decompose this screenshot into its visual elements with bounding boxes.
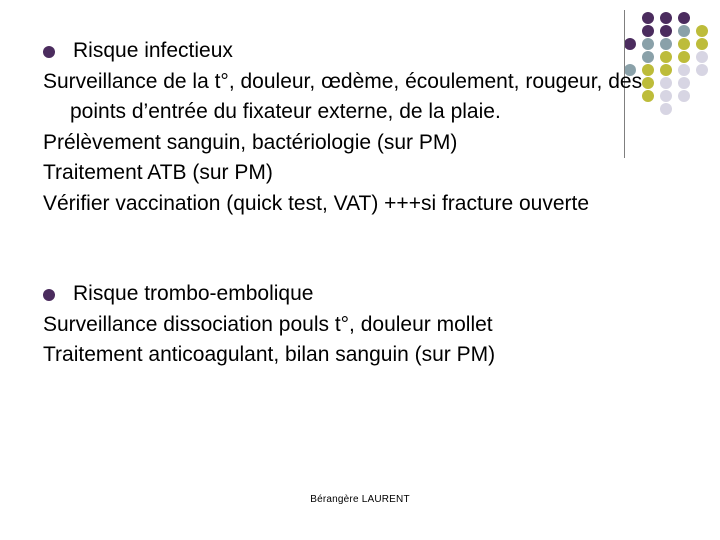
- heading-text: Risque infectieux: [73, 39, 233, 62]
- dot: [696, 51, 708, 63]
- dot: [678, 12, 690, 24]
- thrombo-line-treatment: Traitement anticoagulant, bilan sanguin (sur PM): [43, 343, 496, 366]
- section-heading-thrombo: [43, 279, 663, 310]
- heading-text: Risque trombo-embolique: [73, 282, 314, 305]
- thrombo-line-surveillance: Surveillance dissociation pouls t°, douleur mollet: [43, 312, 493, 336]
- dot: [696, 25, 708, 37]
- section-heading-infection: [43, 36, 663, 67]
- footer-author: Bérangère LAURENT: [310, 494, 410, 505]
- dot: [678, 64, 690, 76]
- dot: [678, 77, 690, 89]
- dot: [696, 64, 708, 76]
- dot: [678, 38, 690, 50]
- bullet-dot-icon: [43, 46, 55, 58]
- section-spacer: [43, 219, 663, 279]
- infection-line-atb: Traitement ATB (sur PM): [43, 161, 273, 184]
- dot: [678, 90, 690, 102]
- infection-line-surveillance: Surveillance de la t°, douleur, œdème, écoulement, rougeur, des points d’entrée du fixateur externe, de la plaie.: [43, 69, 643, 123]
- infection-line-vaccination: Vérifier vaccination (quick test, VAT) +++si fracture ouverte: [43, 191, 590, 215]
- dot: [660, 12, 672, 24]
- infection-line-blood-sample: Prélèvement sanguin, bactériologie (sur PM): [43, 130, 458, 154]
- dot: [678, 51, 690, 63]
- dot: [642, 12, 654, 24]
- bullet-dot-icon: [43, 289, 55, 301]
- dot: [696, 38, 708, 50]
- slide-body: [43, 36, 663, 371]
- dot: [678, 25, 690, 37]
